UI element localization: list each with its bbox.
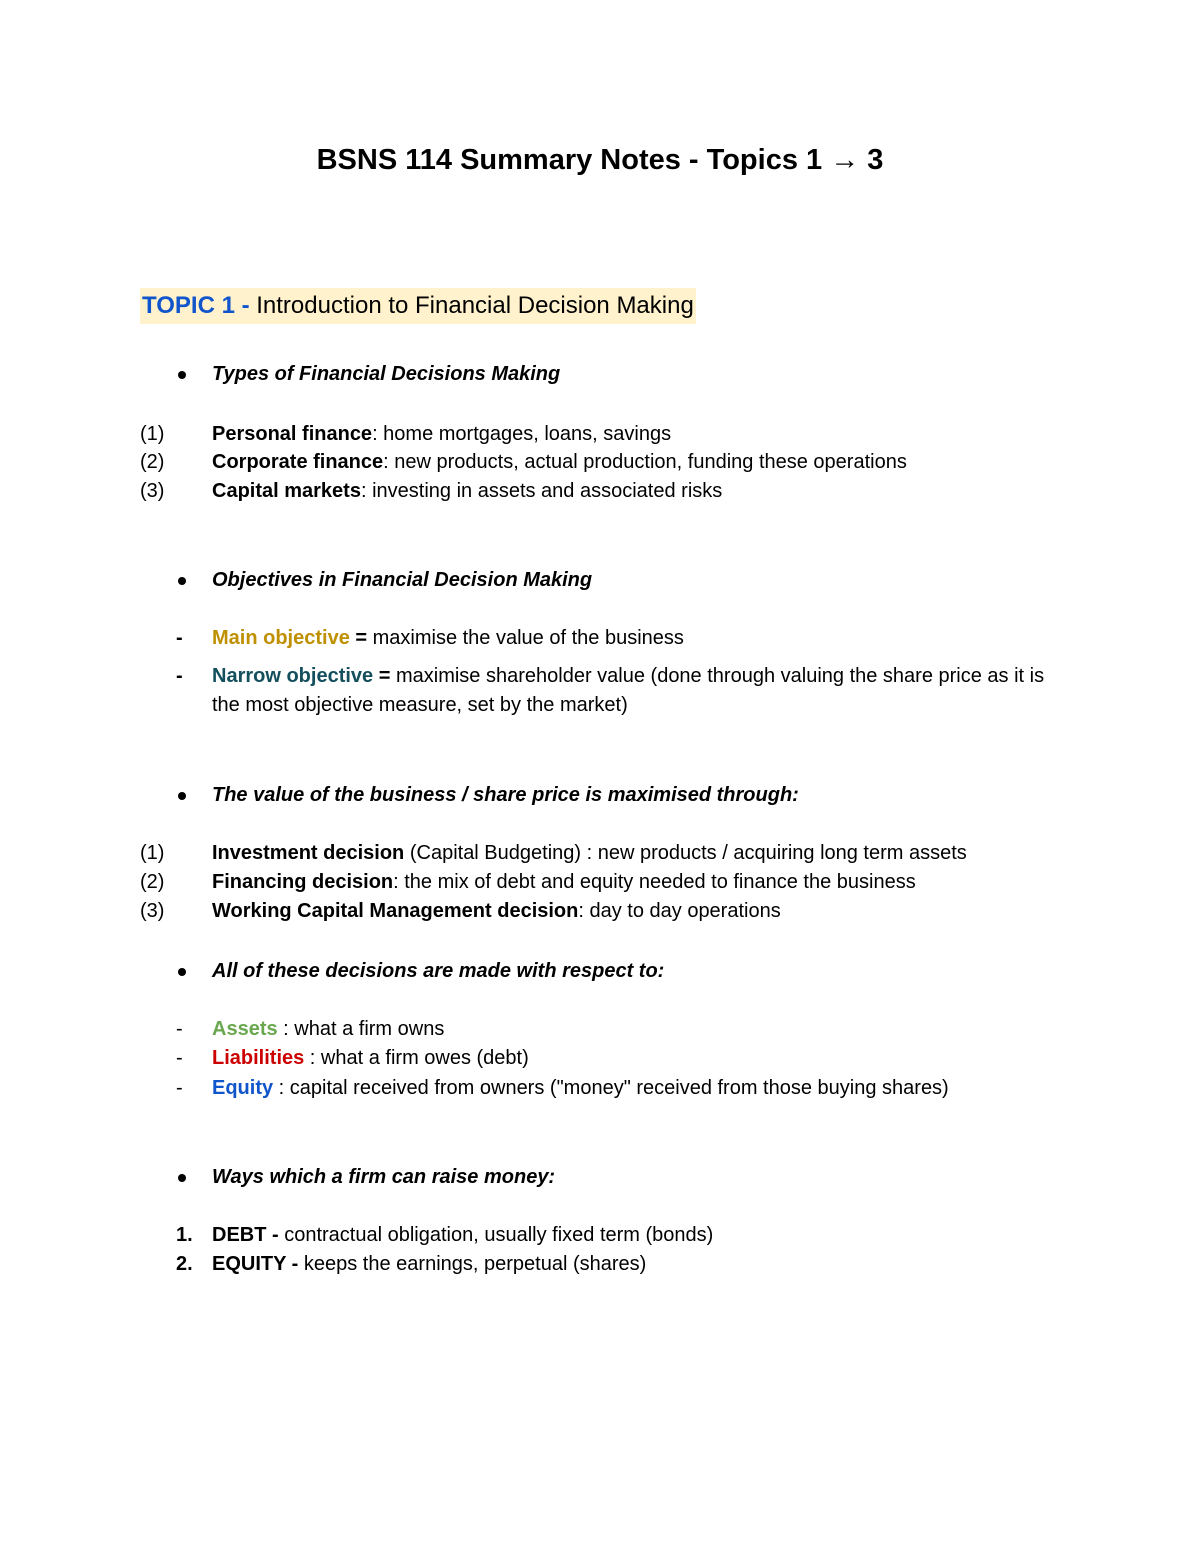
list-item <box>212 1250 646 1278</box>
list-marker: - <box>176 1018 183 1040</box>
list-marker: (1) <box>140 842 165 864</box>
section-heading-objectives: Objectives in Financial Decision Making <box>212 569 593 591</box>
list-item <box>212 1044 529 1072</box>
list-item <box>212 624 684 652</box>
section-heading-types: Types of Financial Decisions Making <box>212 363 561 385</box>
definition: contractual obligation, usually fixed term (bonds) <box>284 1224 714 1246</box>
term-equity: Equity <box>212 1077 274 1099</box>
list-item <box>212 868 916 896</box>
term: Working Capital Management decision <box>212 900 579 922</box>
list-item <box>212 897 781 925</box>
list-item <box>212 420 671 448</box>
section-heading-value: The value of the business / share price is maximised through: <box>212 784 799 806</box>
bullet-icon <box>178 577 186 585</box>
section-heading-respect: All of these decisions are made with respect to: <box>212 960 665 982</box>
topic-1-heading <box>140 288 696 324</box>
list-marker: (1) <box>140 423 165 445</box>
definition: maximise shareholder value (done through valuing the share price as it is the most objective measure, set by the market) <box>212 665 1045 716</box>
list-marker: (2) <box>140 451 165 473</box>
bullet-icon <box>178 792 186 800</box>
list-marker: - <box>176 1047 183 1069</box>
term-assets: Assets <box>212 1018 278 1040</box>
term-main-objective: Main objective <box>212 627 350 649</box>
bullet-icon <box>178 1174 186 1182</box>
definition: maximise the value of the business <box>372 627 684 649</box>
list-item <box>212 1221 713 1249</box>
list-item <box>212 839 967 867</box>
bullet-icon <box>178 371 186 379</box>
term: DEBT - <box>212 1224 285 1246</box>
list-marker: - <box>176 665 183 687</box>
topic-1-number: TOPIC 1 - <box>142 292 250 319</box>
definition: : day to day operations <box>578 900 781 922</box>
definition: : the mix of debt and equity needed to finance the business <box>393 871 916 893</box>
list-marker: 2. <box>176 1253 193 1275</box>
bullet-icon <box>178 968 186 976</box>
term: Corporate finance <box>212 451 384 473</box>
list-item <box>212 1015 444 1043</box>
list-marker: - <box>176 627 183 649</box>
term-liabilities: Liabilities <box>212 1047 305 1069</box>
equals: = <box>373 665 396 687</box>
definition: : home mortgages, loans, savings <box>372 423 672 445</box>
list-item <box>212 662 1062 720</box>
definition: : what a firm owes (debt) <box>304 1047 529 1069</box>
list-marker: - <box>176 1077 183 1099</box>
term: Personal finance <box>212 423 373 445</box>
term: Financing decision <box>212 871 394 893</box>
definition: keeps the earnings, perpetual (shares) <box>303 1253 647 1275</box>
list-marker: (2) <box>140 871 165 893</box>
term-narrow-objective: Narrow objective <box>212 665 374 687</box>
term: Investment decision <box>212 842 405 864</box>
list-item <box>212 448 907 476</box>
list-marker: 1. <box>176 1224 193 1246</box>
equals: = <box>349 627 373 649</box>
term: Capital markets <box>212 480 361 502</box>
term: EQUITY - <box>212 1253 304 1275</box>
list-item <box>212 1074 949 1102</box>
list-marker: (3) <box>140 900 165 922</box>
topic-1-title: Introduction to Financial Decision Making <box>256 292 694 319</box>
section-heading-raise: Ways which a firm can raise money: <box>212 1166 556 1188</box>
definition: (Capital Budgeting) : new products / acquiring long term assets <box>404 842 967 864</box>
definition: : what a firm owns <box>277 1018 445 1040</box>
definition: : new products, actual production, funding these operations <box>383 451 907 473</box>
list-item <box>212 477 722 505</box>
list-marker: (3) <box>140 480 165 502</box>
definition: : capital received from owners ("money" received from those buying shares) <box>273 1077 949 1099</box>
definition: : investing in assets and associated risks <box>360 480 723 502</box>
document-title: BSNS 114 Summary Notes - Topics 1 → 3 <box>316 144 884 176</box>
